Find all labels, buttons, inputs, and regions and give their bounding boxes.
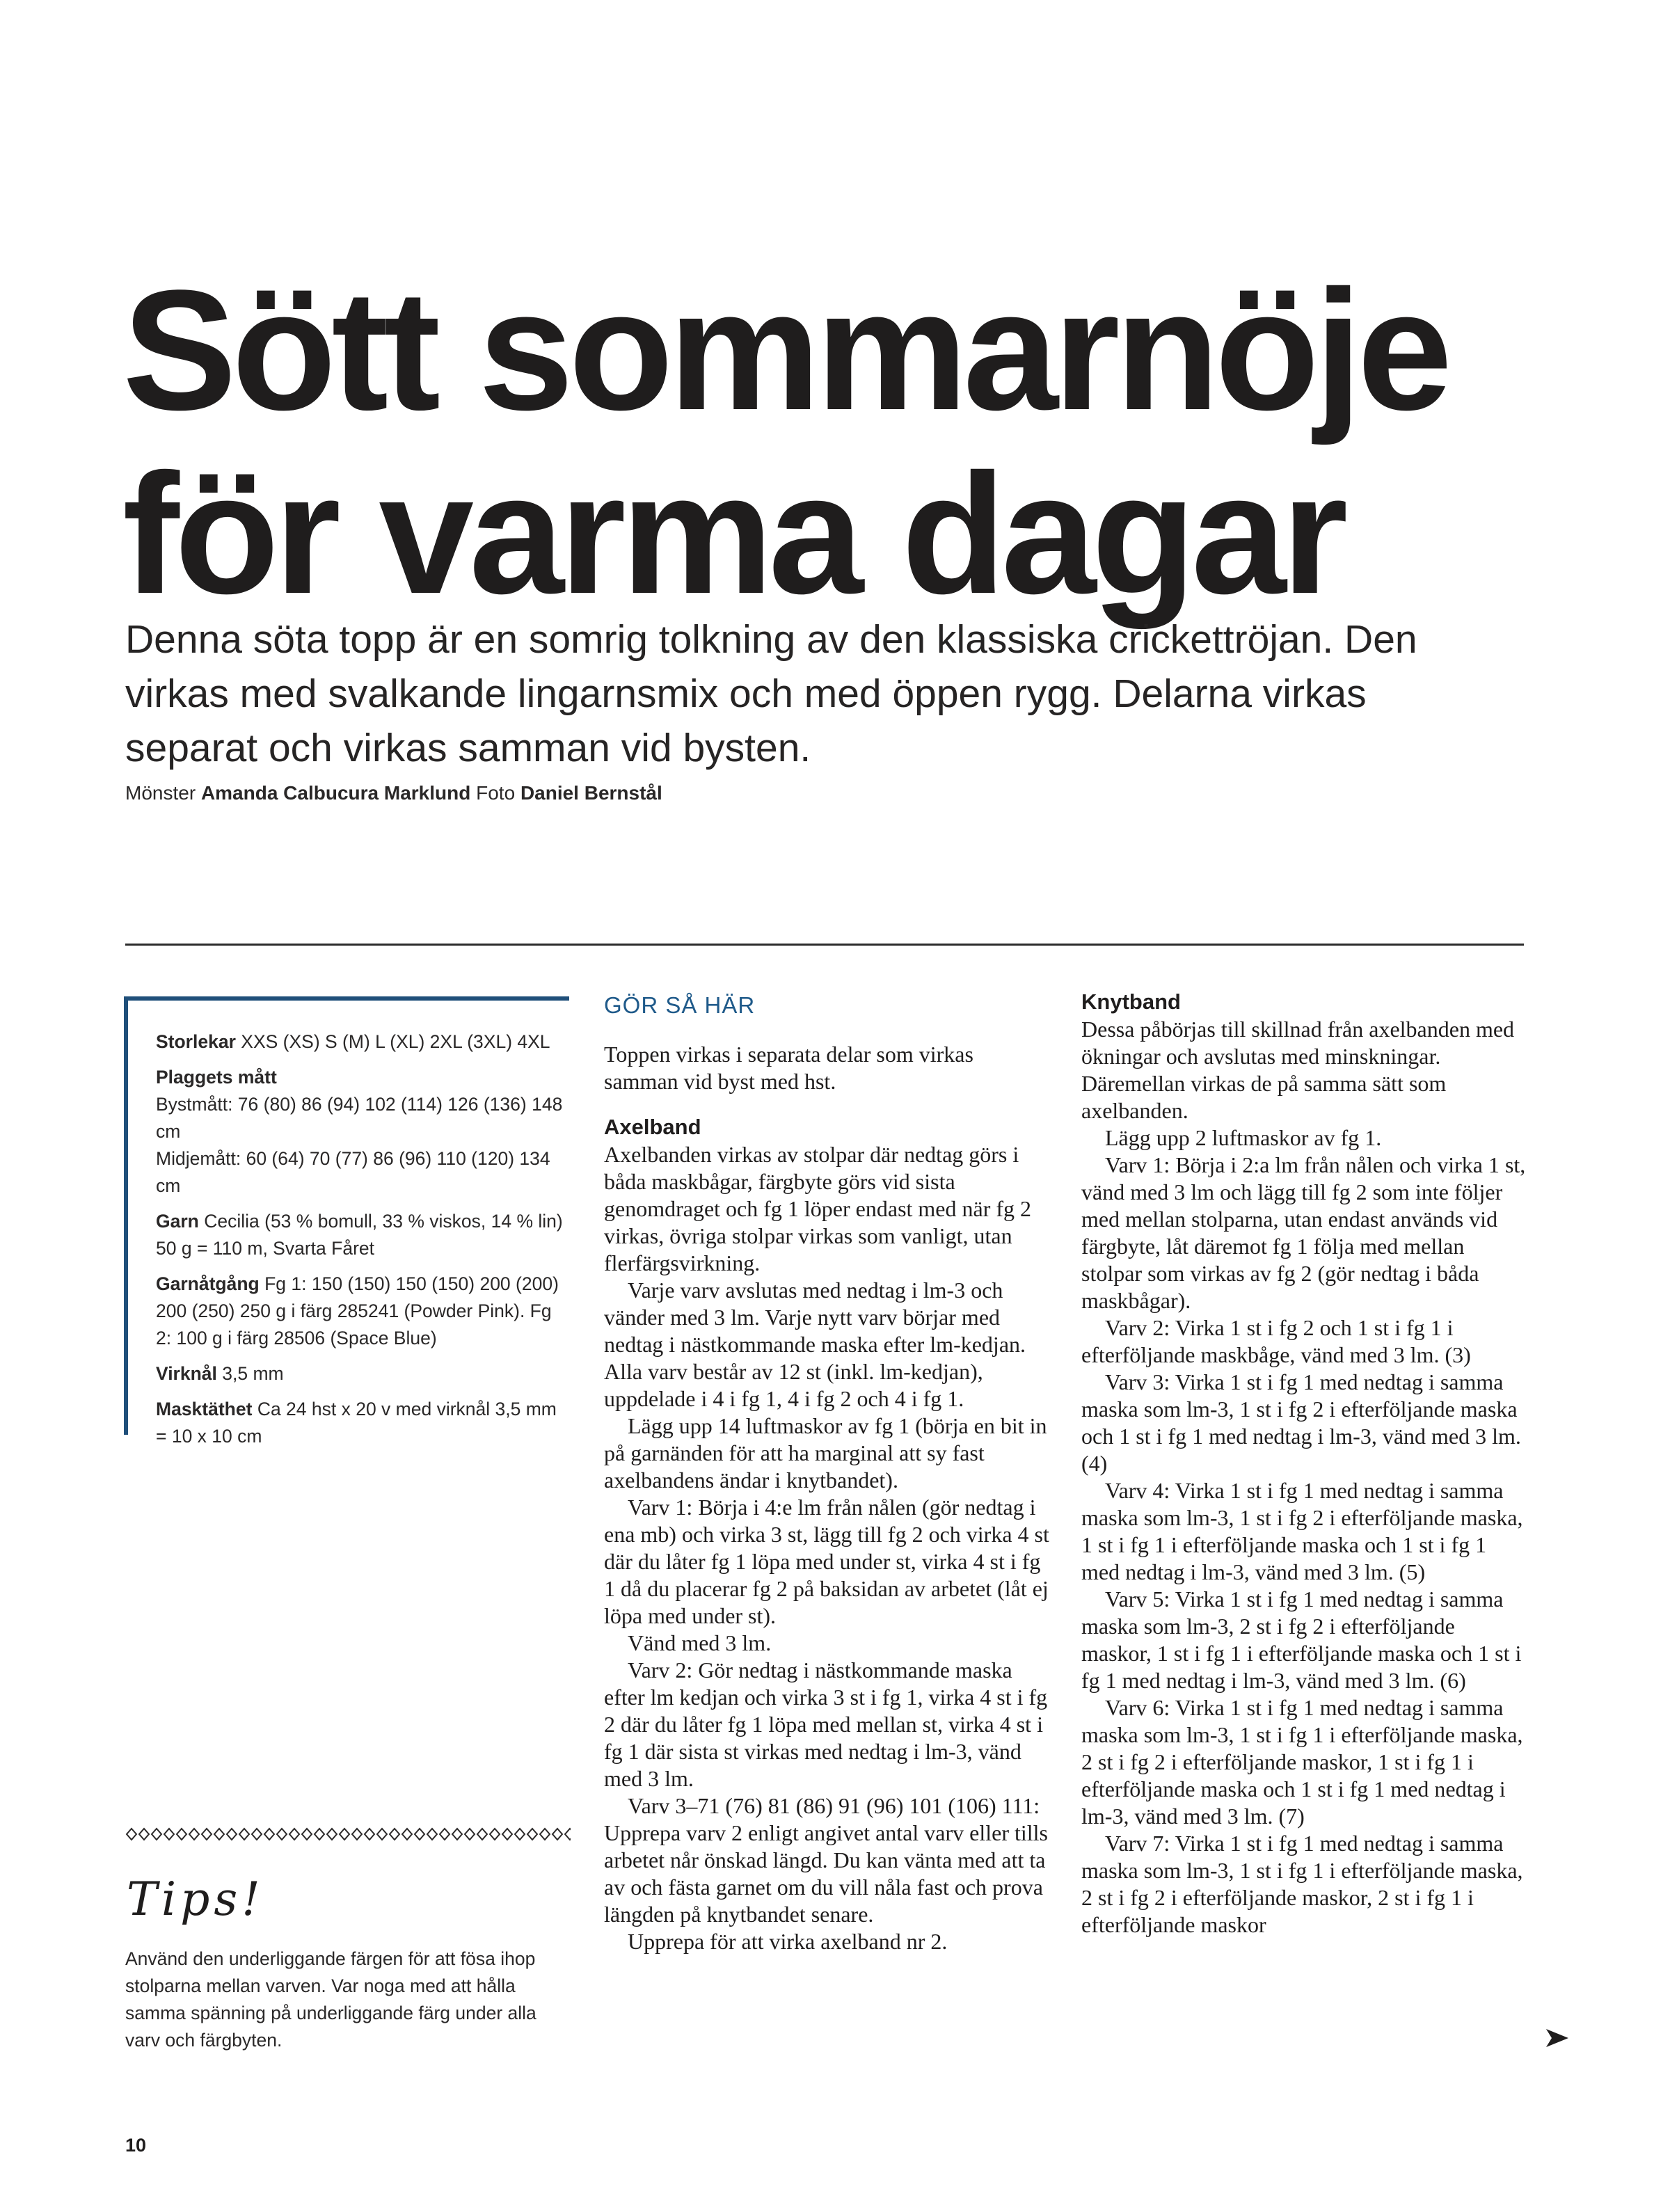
article-title: [122, 255, 1584, 630]
paragraph: Varv 5: Virka 1 st i fg 1 med nedtag i samma maska som lm-3, 2 st i fg 2 i efterföljande maskor, 1 st i fg 1 i efterföljande maska och 1 st i fg 1 med nedtag i lm-3, vänd med 3 lm. (6): [1081, 1586, 1522, 1693]
consumption-label: Garnåtgång: [156, 1273, 260, 1294]
sizes: [156, 1028, 569, 1056]
sizes-label: Storlekar: [156, 1031, 236, 1052]
sizes-value: XXS (XS) S (M) L (XL) 2XL (3XL) 4XL: [241, 1031, 550, 1052]
knytband-heading: Knytband: [1081, 989, 1181, 1014]
hook: [156, 1360, 569, 1387]
gauge: [156, 1396, 569, 1450]
paragraph: Varv 3: Virka 1 st i fg 1 med nedtag i samma maska som lm-3, 1 st i fg 2 i efterföljande maska och 1 st i fg 1 med nedtag i lm-3, vänd med 3 lm. (4): [1081, 1369, 1521, 1476]
tips-text: Använd den underliggande färgen för att fösa ihop stolparna mellan varven. Var noga med att hålla samma spänning på underliggande färg under alla varv och färgbyten.: [125, 1948, 536, 2051]
lead-paragraph: Denna söta topp är en somrig tolkning av den klassiska crickettröjan. Den virkas med svalkande lingarnsmix och med öppen rygg. Delarna virkas separat och virkas samman vid bysten.: [125, 617, 1417, 770]
column-knytband: [1081, 988, 1530, 1939]
arrowhead-right-icon: [1545, 2028, 1570, 2048]
intro-paragraph: Toppen virkas i separata delar som virkas samman vid byst med hst.: [604, 1042, 973, 1094]
credits: [125, 779, 662, 807]
photo-label: Foto: [476, 782, 516, 804]
yarn: [156, 1208, 569, 1262]
column-instructions: [604, 988, 1053, 1955]
paragraph: Varv 1: Börja i 2:a lm från nålen och virka 1 st, vänd med 3 lm och lägg till fg 2 som inte följer med mellan stolparna, utan endast används vid färgbyte, låt däremot fg 1 följa med mellan stolpar som virkas av fg 2 (gör nedtag i båda maskbågar).: [1081, 1152, 1526, 1313]
hook-label: Virknål: [156, 1363, 217, 1384]
title-line-1: Sött sommarnöje: [122, 255, 1448, 446]
paragraph: Varv 4: Virka 1 st i fg 1 med nedtag i samma maska som lm-3, 1 st i fg 2 i efterföljande maska, 1 st i fg 1 i efterföljande maska och 1 st i fg 1 med nedtag i lm-3, vänd med 3 lm. (5): [1081, 1478, 1523, 1584]
axelband-heading: Axelband: [604, 1115, 701, 1139]
info-box: [124, 996, 569, 1447]
paragraph: Varv 3–71 (76) 81 (86) 91 (96) 101 (106) 111: Upprepa varv 2 enligt angivet antal varv eller tills arbetet når önskad längd. Du kan vänta med att ta av och fästa garnet om du vill nåla fast och prova längden på knytbandet senare.: [604, 1793, 1048, 1927]
hook-value: 3,5 mm: [222, 1363, 284, 1384]
yarn-value: Cecilia (53 % bomull, 33 % viskos, 14 % lin) 50 g = 110 m, Svarta Fåret: [156, 1211, 563, 1259]
measures: [156, 1064, 569, 1200]
paragraph: Lägg upp 14 luftmaskor av fg 1 (börja en bit in på garnänden för att ha marginal att sy fast axelbandens ändar i knytbandet).: [604, 1413, 1047, 1493]
measures-label: Plaggets mått: [156, 1067, 277, 1088]
waist-measure: Midjemått: 60 (64) 70 (77) 86 (96) 110 (120) 134 cm: [156, 1148, 550, 1196]
title-line-2: för varma dagar: [122, 438, 1344, 630]
page-number: 10: [125, 2135, 147, 2156]
paragraph: Varv 6: Virka 1 st i fg 1 med nedtag i samma maska som lm-3, 1 st i fg 1 i efterföljande maska, 2 st i fg 2 i efterföljande maskor, 1 st i fg 1 i efterföljande maska och 1 st i fg 1 med nedtag i lm-3, vänd med 3 lm. (7): [1081, 1695, 1523, 1829]
paragraph: Varv 2: Gör nedtag i nästkommande maska efter lm kedjan och virka 3 st i fg 1, virka 4 st i fg 2 där du låter fg 1 löpa med mellan st, virka 4 st i fg 1 där sista st virkas med nedtag i lm-3, vänd med 3 lm.: [604, 1657, 1048, 1791]
consumption-value: Fg 1: 150 (150) 150 (150) 200 (200) 200 (250) 250 g i färg 285241 (Powder Pink). Fg 2: 100 g i färg 28506 (Space Blue): [156, 1273, 559, 1348]
tips-heading: Tips!: [127, 1872, 264, 1926]
gauge-value: Ca 24 hst x 20 v med virknål 3,5 mm = 10 x 10 cm: [156, 1399, 557, 1447]
paragraph: Lägg upp 2 luftmaskor av fg 1.: [1105, 1125, 1382, 1150]
diamond-border-ornament: [125, 1826, 571, 1843]
bust-measure: Bystmått: 76 (80) 86 (94) 102 (114) 126 (136) 148 cm: [156, 1094, 563, 1142]
paragraph: Axelbanden virkas av stolpar där nedtag görs i båda maskbågar, färgbyte görs vid sista genomdraget och fg 1 löper endast med när fg 2 virkas, övriga stolpar virkas som vanligt, utan flerfärgsvirkning.: [604, 1142, 1032, 1275]
yarn-label: Garn: [156, 1211, 199, 1232]
divider: [125, 944, 1524, 946]
pattern-label: Mönster: [125, 782, 196, 804]
intro-paragraph: Dessa påbörjas till skillnad från axelbanden med ökningar och avslutas med minskningar. Däremellan virkas de på samma sätt som axelbanden.: [1081, 1017, 1515, 1123]
paragraph: Varv 2: Virka 1 st i fg 2 och 1 st i fg 1 i efterföljande maskbåge, vänd med 3 lm. (3): [1081, 1315, 1471, 1367]
yarn-consumption: [156, 1271, 569, 1352]
paragraph: Varje varv avslutas med nedtag i lm-3 och vänder med 3 lm. Varje nytt varv börjar med nedtag i nästkommande maska efter lm-kedjan. Alla varv består av 12 st (inkl. lm-kedjan), uppdelade i 4 i fg 1, 4 i fg 2 och 4 i fg 1.: [604, 1278, 1026, 1411]
section-heading: GÖR SÅ HÄR: [604, 992, 756, 1018]
paragraph: Varv 7: Virka 1 st i fg 1 med nedtag i samma maska som lm-3, 1 st i fg 1 i efterföljande maska, 2 st i fg 2 i efterföljande maskor, 2 st i fg 1 i efterföljande maskor: [1081, 1831, 1523, 1937]
gauge-label: Masktäthet: [156, 1399, 253, 1419]
photo-author: Daniel Bernstål: [520, 782, 662, 804]
paragraph: Varv 1: Börja i 4:e lm från nålen (gör nedtag i ena mb) och virka 3 st, lägg till fg 2 och virka 4 st där du låter fg 1 löpa med under st, virka 4 st i fg 1 då du placerar fg 2 på baksidan av arbetet (låt ej löpa med under st).: [604, 1495, 1049, 1628]
paragraph: Vänd med 3 lm.: [628, 1630, 772, 1655]
pattern-author: Amanda Calbucura Marklund: [200, 782, 471, 804]
paragraph: Upprepa för att virka axelband nr 2.: [628, 1929, 948, 1954]
